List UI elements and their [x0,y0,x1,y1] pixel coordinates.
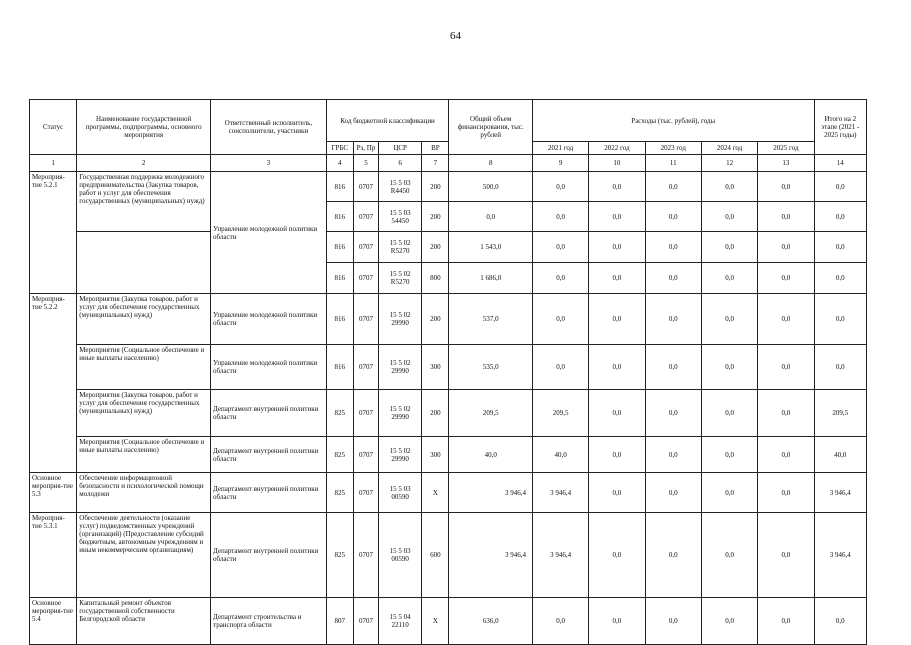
column-number: 3 [211,155,327,172]
vr-cell: 200 [422,232,449,263]
budget-table [29,99,867,645]
y2022-cell: 0,0 [589,202,645,232]
csr-cell: 15 5 04 22110 [379,598,422,645]
name-cell: Обеспечение информационной безопасности и психологической помощи молодежи [77,473,211,513]
rzpr-cell: 0707 [353,390,378,437]
csr-cell: 15 5 03 00590 [379,513,422,598]
y2023-cell: 0,0 [645,202,701,232]
status-cell: Мероприя-тие 5.2.2 [30,294,77,473]
total-cell: 3 946,4 [449,513,532,598]
y2022-cell: 0,0 [589,390,645,437]
grbs-cell: 825 [326,473,353,513]
total-cell: 500,0 [449,172,532,202]
grbs-cell: 816 [326,172,353,202]
rzpr-cell: 0707 [353,202,378,232]
y2022-cell: 0,0 [589,345,645,390]
sum-cell: 3 946,4 [814,513,866,598]
y2023-cell: 0,0 [645,473,701,513]
column-number: 2 [77,155,211,172]
grbs-cell: 816 [326,263,353,294]
vr-cell: 200 [422,172,449,202]
csr-cell: 15 5 02 29990 [379,390,422,437]
header-grbs: ГРБС [326,142,353,155]
y2021-cell: 3 946,4 [532,473,588,513]
y2022-cell: 0,0 [589,513,645,598]
y2025-cell: 0,0 [758,390,814,437]
table-row [30,294,867,345]
grbs-cell: 816 [326,345,353,390]
y2023-cell: 0,0 [645,345,701,390]
sum-cell: 0,0 [814,263,866,294]
table-row [30,232,867,263]
y2025-cell: 0,0 [758,345,814,390]
y2023-cell: 0,0 [645,294,701,345]
y2022-cell: 0,0 [589,232,645,263]
y2022-cell: 0,0 [589,598,645,645]
y2025-cell: 0,0 [758,263,814,294]
sum-cell: 209,5 [814,390,866,437]
header-csr: ЦСР [379,142,422,155]
executor-cell: Департамент внутренней политики области [211,437,327,473]
total-cell: 40,0 [449,437,532,473]
header-vr: ВР [422,142,449,155]
name-cell: Мероприятия (Закупка товаров, работ и услуг для обеспечения государственных (муниципальных) нужд) [77,294,211,345]
executor-cell: Управление молодежной политики области [211,294,327,345]
y2021-cell: 40,0 [532,437,588,473]
total-cell: 1 686,0 [449,263,532,294]
y2021-cell: 0,0 [532,345,588,390]
y2023-cell: 0,0 [645,513,701,598]
table-row [30,345,867,390]
vr-cell: 200 [422,294,449,345]
grbs-cell: 807 [326,598,353,645]
column-number: 8 [449,155,532,172]
y2024-cell: 0,0 [701,232,757,263]
header-budget-code: Код бюджетной классификации [326,100,449,142]
table-row [30,390,867,437]
csr-cell: 15 5 03 R4450 [379,172,422,202]
total-cell: 209,5 [449,390,532,437]
name-cell: Обеспечение деятельности (оказание услуг) подведомственных учреждений (организаций) (Предоставление субсидий бюджетным, автономным учреждениям и иным некоммерческим организациям) [77,513,211,598]
y2023-cell: 0,0 [645,437,701,473]
y2025-cell: 0,0 [758,473,814,513]
y2024-cell: 0,0 [701,598,757,645]
header-executor: Ответственный исполнитель, соисполнители, участники [211,100,327,155]
y2023-cell: 0,0 [645,263,701,294]
rzpr-cell: 0707 [353,263,378,294]
grbs-cell: 825 [326,390,353,437]
y2022-cell: 0,0 [589,473,645,513]
y2023-cell: 0,0 [645,598,701,645]
vr-cell: 300 [422,437,449,473]
name-cell: Мероприятия (Социальное обеспечение и иные выплаты населению) [77,345,211,390]
csr-cell: 15 5 02 R5270 [379,263,422,294]
y2024-cell: 0,0 [701,513,757,598]
grbs-cell: 816 [326,202,353,232]
total-cell: 537,0 [449,294,532,345]
column-number: 10 [589,155,645,172]
y2025-cell: 0,0 [758,294,814,345]
name-cell: Государственная поддержка молодежного предпринимательства (Закупка товаров, работ и услуг для обеспечения государственных (муниципальных) нужд) [77,172,211,232]
sum-cell: 0,0 [814,345,866,390]
y2024-cell: 0,0 [701,345,757,390]
header-2025: 2025 год [758,142,814,155]
column-number: 14 [814,155,866,172]
table-row [30,598,867,645]
y2021-cell: 0,0 [532,202,588,232]
column-number: 12 [701,155,757,172]
sum-cell: 40,0 [814,437,866,473]
grbs-cell: 825 [326,437,353,473]
status-cell: Основное мероприя-тие 5.4 [30,598,77,645]
column-number: 4 [326,155,353,172]
header-2021: 2021 год [532,142,588,155]
header-total-stage2: Итого на 2 этапе (2021 - 2025 годы) [814,100,866,155]
name-cell-empty [77,232,211,294]
executor-cell: Управление молодежной политики области [211,345,327,390]
executor-cell: Управление молодежной политики области [211,172,327,294]
name-cell: Мероприятия (Социальное обеспечение и иные выплаты населению) [77,437,211,473]
csr-cell: 15 5 03 54450 [379,202,422,232]
y2022-cell: 0,0 [589,172,645,202]
rzpr-cell: 0707 [353,598,378,645]
table-row [30,172,867,202]
csr-cell: 15 5 02 R5270 [379,232,422,263]
rzpr-cell: 0707 [353,473,378,513]
vr-cell: 200 [422,202,449,232]
header-2022: 2022 год [589,142,645,155]
header-rz-pr: Рз, Пр [353,142,378,155]
y2022-cell: 0,0 [589,437,645,473]
vr-cell: 800 [422,263,449,294]
column-number: 6 [379,155,422,172]
y2024-cell: 0,0 [701,172,757,202]
vr-cell: 600 [422,513,449,598]
rzpr-cell: 0707 [353,437,378,473]
column-number: 9 [532,155,588,172]
sum-cell: 0,0 [814,232,866,263]
grbs-cell: 825 [326,513,353,598]
y2021-cell: 209,5 [532,390,588,437]
executor-cell: Департамент внутренней политики области [211,390,327,437]
table-row [30,473,867,513]
y2024-cell: 0,0 [701,473,757,513]
csr-cell: 15 5 03 00590 [379,473,422,513]
column-number: 1 [30,155,77,172]
csr-cell: 15 5 02 29990 [379,294,422,345]
header-2023: 2023 год [645,142,701,155]
y2025-cell: 0,0 [758,172,814,202]
y2025-cell: 0,0 [758,598,814,645]
rzpr-cell: 0707 [353,172,378,202]
total-cell: 1 543,0 [449,232,532,263]
y2023-cell: 0,0 [645,172,701,202]
column-number: 7 [422,155,449,172]
y2022-cell: 0,0 [589,294,645,345]
y2023-cell: 0,0 [645,390,701,437]
y2021-cell: 0,0 [532,294,588,345]
table-row [30,437,867,473]
rzpr-cell: 0707 [353,345,378,390]
total-cell: 535,0 [449,345,532,390]
y2025-cell: 0,0 [758,202,814,232]
table-row [30,513,867,598]
vr-cell: 300 [422,345,449,390]
header-status: Статус [30,100,77,155]
y2021-cell: 3 946,4 [532,513,588,598]
header-2024: 2024 год [701,142,757,155]
y2021-cell: 0,0 [532,598,588,645]
rzpr-cell: 0707 [353,513,378,598]
y2021-cell: 0,0 [532,232,588,263]
sum-cell: 3 946,4 [814,473,866,513]
page-number: 64 [450,30,461,42]
total-cell: 3 946,4 [449,473,532,513]
vr-cell: Х [422,598,449,645]
column-number: 5 [353,155,378,172]
executor-cell: Департамент внутренней политики области [211,513,327,598]
csr-cell: 15 5 02 29990 [379,345,422,390]
vr-cell: Х [422,473,449,513]
sum-cell: 0,0 [814,598,866,645]
csr-cell: 15 5 02 29990 [379,437,422,473]
rzpr-cell: 0707 [353,294,378,345]
y2024-cell: 0,0 [701,437,757,473]
y2022-cell: 0,0 [589,263,645,294]
y2024-cell: 0,0 [701,390,757,437]
sum-cell: 0,0 [814,294,866,345]
grbs-cell: 816 [326,232,353,263]
total-cell: 636,0 [449,598,532,645]
header-total-volume: Общий объем финансирования, тыс. рублей [449,100,532,155]
total-cell: 0,0 [449,202,532,232]
name-cell: Мероприятия (Закупка товаров, работ и услуг для обеспечения государственных (муниципальных) нужд) [77,390,211,437]
status-cell: Мероприя-тие 5.2.1 [30,172,77,294]
header-expenses: Расходы (тыс. рублей), годы [532,100,814,142]
rzpr-cell: 0707 [353,232,378,263]
executor-cell: Департамент строительства и транспорта области [211,598,327,645]
sum-cell: 0,0 [814,172,866,202]
column-number: 13 [758,155,814,172]
status-cell: Мероприя-тие 5.3.1 [30,513,77,598]
column-number: 11 [645,155,701,172]
status-cell: Основное мероприя-тие 5.3 [30,473,77,513]
y2024-cell: 0,0 [701,263,757,294]
y2021-cell: 0,0 [532,172,588,202]
y2024-cell: 0,0 [701,202,757,232]
sum-cell: 0,0 [814,202,866,232]
name-cell: Капитальный ремонт объектов государственной собственности Белгородской области [77,598,211,645]
y2025-cell: 0,0 [758,437,814,473]
y2025-cell: 0,0 [758,513,814,598]
y2021-cell: 0,0 [532,263,588,294]
vr-cell: 200 [422,390,449,437]
y2025-cell: 0,0 [758,232,814,263]
y2024-cell: 0,0 [701,294,757,345]
grbs-cell: 816 [326,294,353,345]
y2023-cell: 0,0 [645,232,701,263]
header-program-name: Наименование государственной программы, подпрограммы, основного мероприятия [77,100,211,155]
column-numbers-row [30,155,867,172]
executor-cell: Департамент внутренней политики области [211,473,327,513]
